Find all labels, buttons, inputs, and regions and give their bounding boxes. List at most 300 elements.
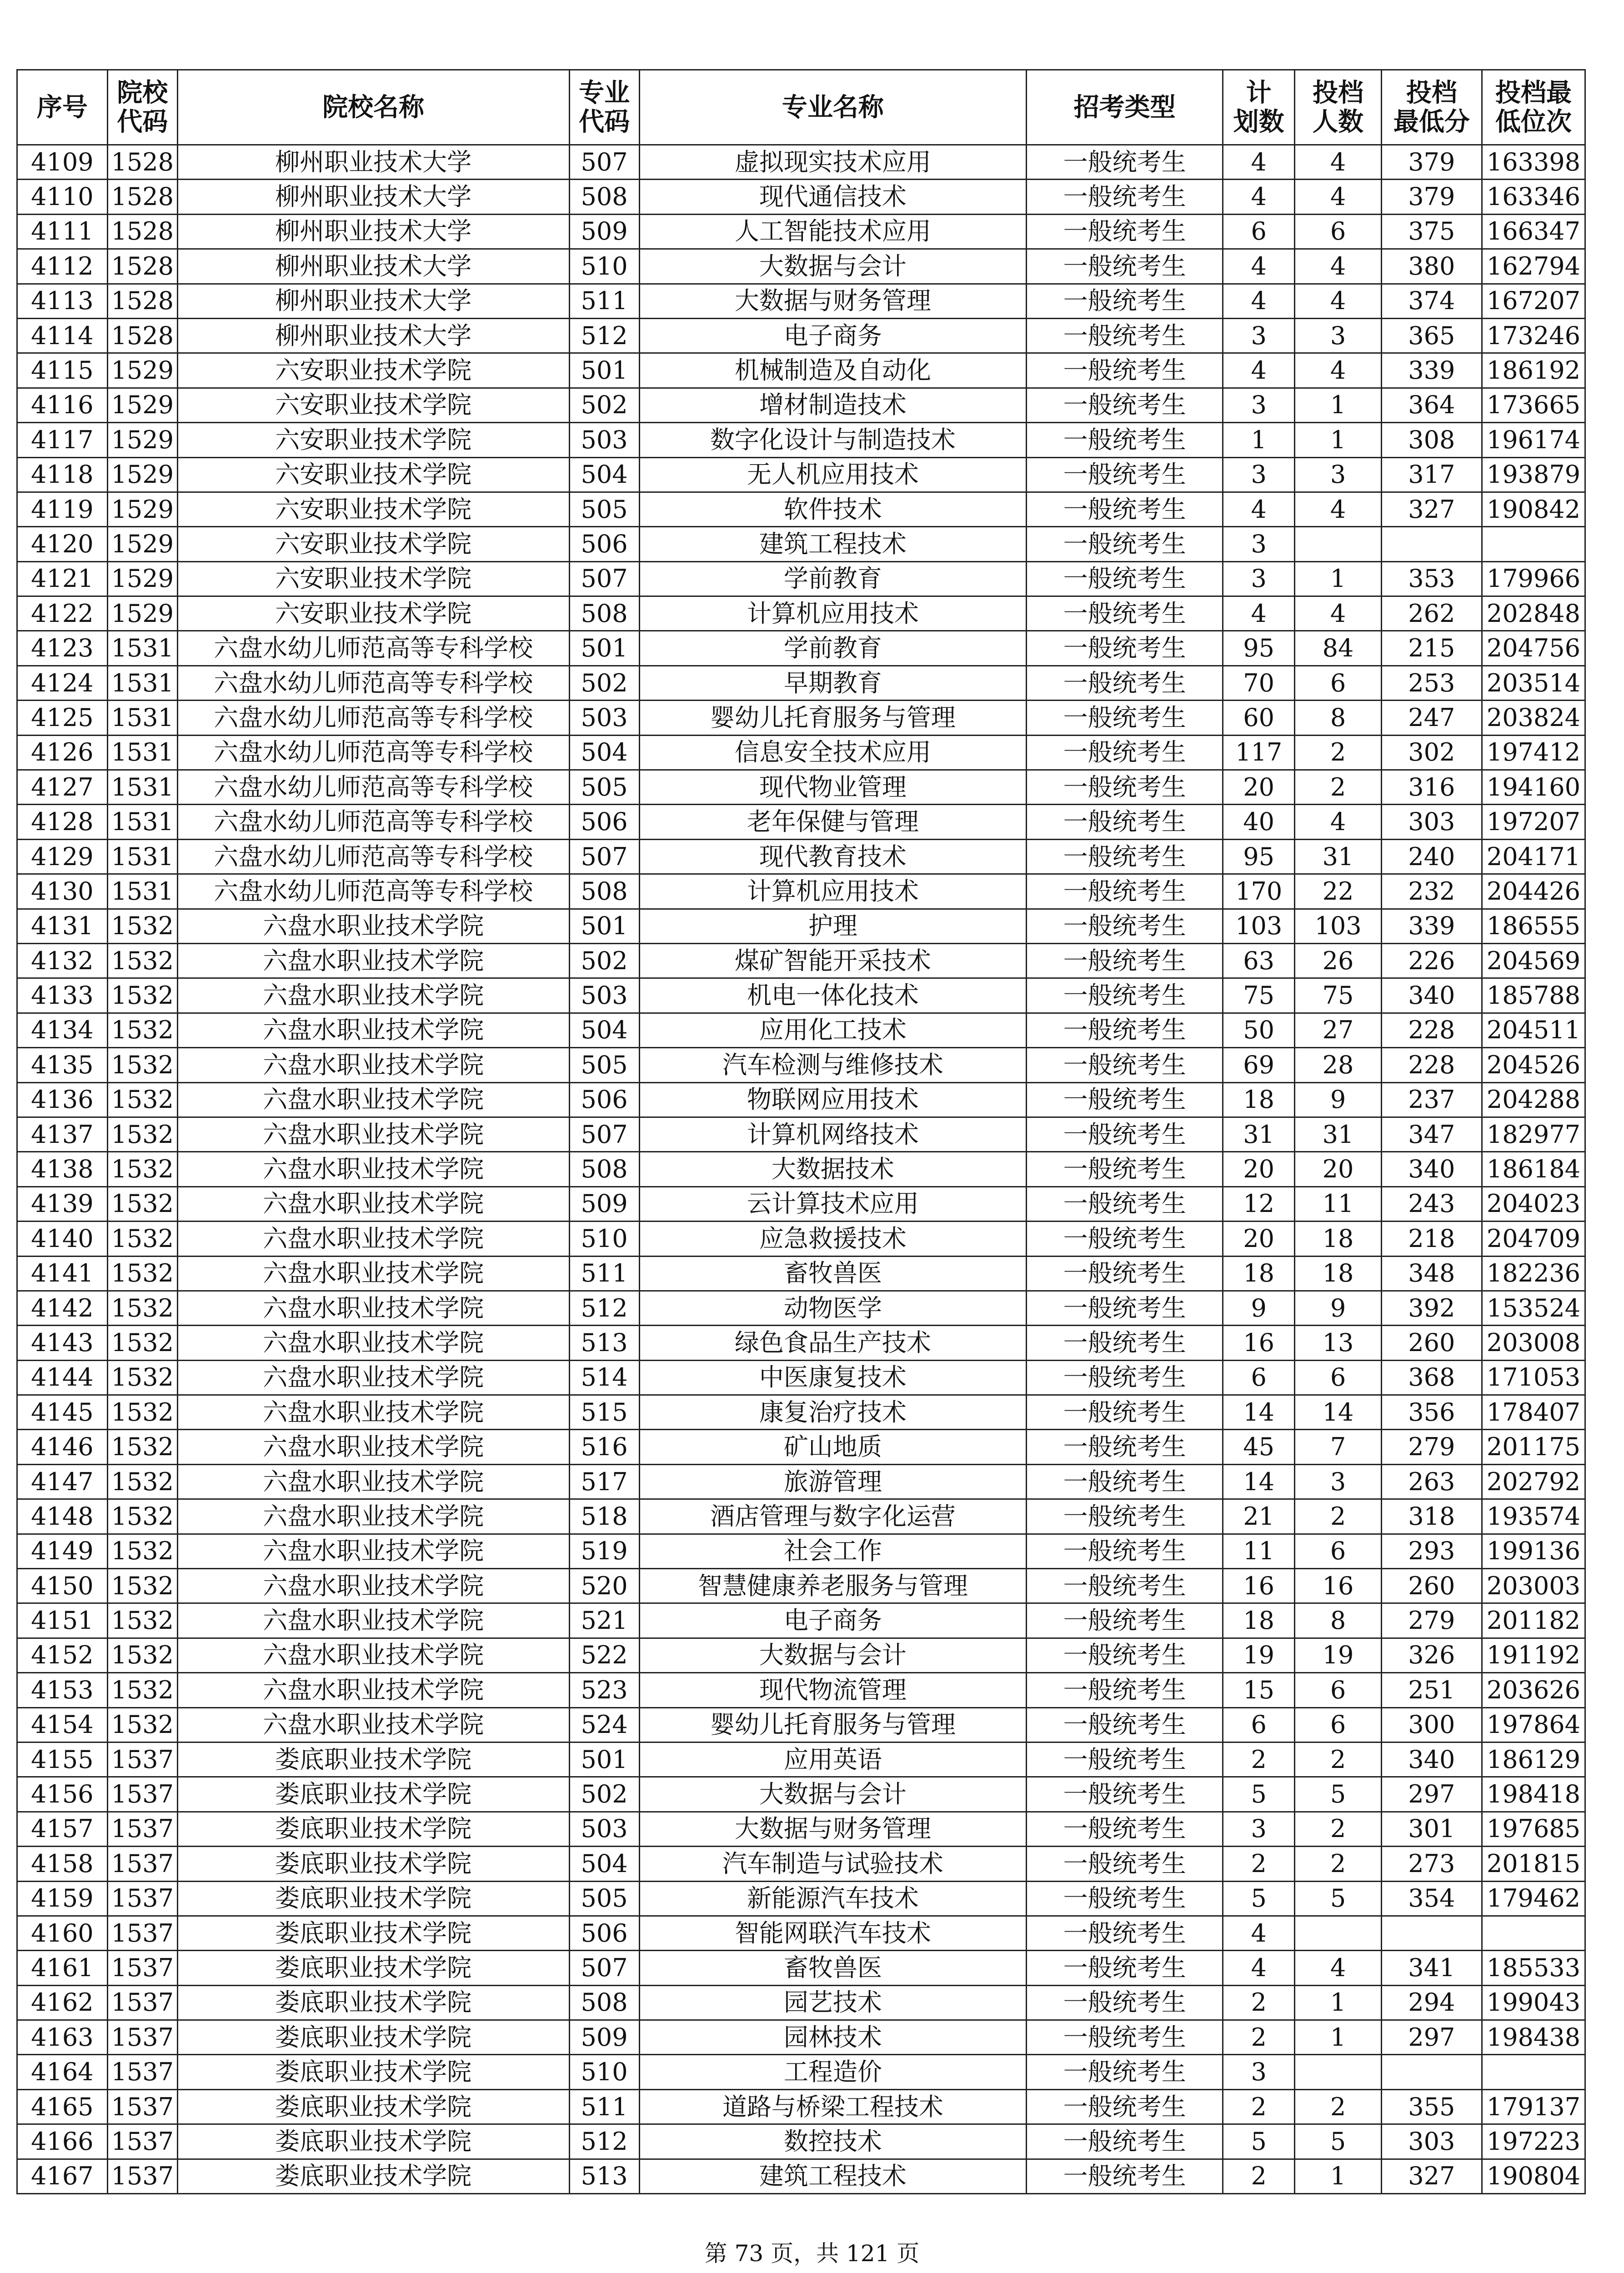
cell-major-name: 矿山地质 — [639, 1430, 1027, 1464]
cell-min-rank: 197223 — [1482, 2124, 1585, 2159]
cell-min-score: 327 — [1381, 492, 1482, 526]
cell-exam-type: 一般统考生 — [1027, 2159, 1223, 2193]
cell-min-rank: 193879 — [1482, 457, 1585, 492]
cell-school-name: 六盘水职业技术学院 — [177, 1117, 569, 1152]
cell-plan: 2 — [1223, 2159, 1295, 2193]
cell-exam-type: 一般统考生 — [1027, 1464, 1223, 1499]
cell-plan: 11 — [1223, 1534, 1295, 1568]
cell-school-name: 六盘水职业技术学院 — [177, 1291, 569, 1325]
cell-major-code: 503 — [569, 701, 639, 735]
cell-major-code: 515 — [569, 1395, 639, 1430]
cell-major-code: 501 — [569, 909, 639, 943]
cell-min-score: 301 — [1381, 1812, 1482, 1846]
cell-min-rank: 204756 — [1482, 631, 1585, 666]
cell-school-name: 六安职业技术学院 — [177, 457, 569, 492]
cell-admitted: 6 — [1295, 214, 1382, 249]
table-row — [17, 735, 1585, 770]
table-row — [17, 1881, 1585, 1916]
cell-admitted: 5 — [1295, 1881, 1382, 1916]
cell-admitted: 4 — [1295, 1951, 1382, 1985]
cell-min-score: 297 — [1381, 2020, 1482, 2055]
cell-min-score: 218 — [1381, 1222, 1482, 1256]
header-school-code: 院校 代码 — [107, 70, 177, 145]
table-row — [17, 1603, 1585, 1638]
table-row — [17, 1464, 1585, 1499]
cell-plan: 117 — [1223, 735, 1295, 770]
cell-index: 4127 — [17, 770, 108, 805]
cell-admitted: 1 — [1295, 388, 1382, 422]
cell-admitted: 18 — [1295, 1256, 1382, 1291]
cell-major-name: 建筑工程技术 — [639, 2159, 1027, 2193]
cell-index: 4161 — [17, 1951, 108, 1985]
cell-min-score: 251 — [1381, 1673, 1482, 1707]
cell-min-score: 375 — [1381, 214, 1482, 249]
cell-major-code: 512 — [569, 1291, 639, 1325]
cell-school-name: 娄底职业技术学院 — [177, 1951, 569, 1985]
cell-major-name: 现代通信技术 — [639, 180, 1027, 214]
table-row — [17, 631, 1585, 666]
cell-min-score: 354 — [1381, 1881, 1482, 1916]
cell-major-code: 509 — [569, 1187, 639, 1221]
cell-index: 4118 — [17, 457, 108, 492]
cell-major-name: 学前教育 — [639, 561, 1027, 596]
cell-school-name: 娄底职业技术学院 — [177, 1812, 569, 1846]
cell-min-score: 293 — [1381, 1534, 1482, 1568]
cell-major-name: 无人机应用技术 — [639, 457, 1027, 492]
cell-school-code: 1528 — [107, 249, 177, 284]
cell-admitted: 5 — [1295, 1777, 1382, 1812]
cell-admitted: 4 — [1295, 492, 1382, 526]
cell-major-code: 512 — [569, 2124, 639, 2159]
cell-exam-type: 一般统考生 — [1027, 388, 1223, 422]
cell-admitted — [1295, 2055, 1382, 2089]
cell-min-rank: 162794 — [1482, 249, 1585, 284]
cell-admitted: 4 — [1295, 284, 1382, 318]
cell-index: 4135 — [17, 1048, 108, 1082]
cell-school-name: 娄底职业技术学院 — [177, 1777, 569, 1812]
cell-min-score: 243 — [1381, 1187, 1482, 1221]
cell-major-code: 506 — [569, 1916, 639, 1950]
cell-school-name: 柳州职业技术大学 — [177, 249, 569, 284]
cell-admitted: 22 — [1295, 874, 1382, 909]
cell-school-code: 1528 — [107, 318, 177, 353]
cell-exam-type: 一般统考生 — [1027, 1326, 1223, 1360]
cell-exam-type: 一般统考生 — [1027, 1985, 1223, 2020]
cell-min-rank: 191192 — [1482, 1638, 1585, 1672]
cell-major-name: 机电一体化技术 — [639, 978, 1027, 1013]
cell-exam-type: 一般统考生 — [1027, 805, 1223, 839]
cell-major-name: 绿色食品生产技术 — [639, 1326, 1027, 1360]
cell-min-rank: 201175 — [1482, 1430, 1585, 1464]
cell-school-name: 六安职业技术学院 — [177, 492, 569, 526]
cell-school-code: 1529 — [107, 388, 177, 422]
cell-min-rank: 201182 — [1482, 1603, 1585, 1638]
cell-min-rank: 204511 — [1482, 1013, 1585, 1047]
cell-admitted: 4 — [1295, 145, 1382, 180]
cell-min-rank: 202848 — [1482, 596, 1585, 631]
cell-plan: 4 — [1223, 1951, 1295, 1985]
table-row — [17, 492, 1585, 526]
cell-index: 4159 — [17, 1881, 108, 1916]
table-row — [17, 1951, 1585, 1985]
cell-admitted: 6 — [1295, 1707, 1382, 1742]
cell-school-name: 六盘水职业技术学院 — [177, 1152, 569, 1187]
cell-min-rank: 197685 — [1482, 1812, 1585, 1846]
cell-school-code: 1537 — [107, 1881, 177, 1916]
cell-min-rank: 173246 — [1482, 318, 1585, 353]
cell-index: 4141 — [17, 1256, 108, 1291]
cell-min-score: 340 — [1381, 1742, 1482, 1777]
cell-index: 4131 — [17, 909, 108, 943]
cell-index: 4110 — [17, 180, 108, 214]
cell-index: 4163 — [17, 2020, 108, 2055]
cell-min-score — [1381, 1916, 1482, 1950]
cell-min-score: 365 — [1381, 318, 1482, 353]
cell-school-name: 柳州职业技术大学 — [177, 318, 569, 353]
cell-exam-type: 一般统考生 — [1027, 318, 1223, 353]
table-row — [17, 1395, 1585, 1430]
cell-min-rank: 199043 — [1482, 1985, 1585, 2020]
cell-index: 4123 — [17, 631, 108, 666]
table-row — [17, 1222, 1585, 1256]
cell-admitted: 4 — [1295, 249, 1382, 284]
cell-index: 4130 — [17, 874, 108, 909]
cell-index: 4138 — [17, 1152, 108, 1187]
table-row — [17, 805, 1585, 839]
cell-plan: 2 — [1223, 1847, 1295, 1881]
cell-min-rank: 198418 — [1482, 1777, 1585, 1812]
cell-plan: 20 — [1223, 770, 1295, 805]
cell-index: 4166 — [17, 2124, 108, 2159]
cell-school-code: 1531 — [107, 735, 177, 770]
cell-major-name: 大数据与会计 — [639, 1638, 1027, 1672]
cell-index: 4167 — [17, 2159, 108, 2193]
cell-major-name: 园艺技术 — [639, 1985, 1027, 2020]
cell-exam-type: 一般统考生 — [1027, 631, 1223, 666]
cell-school-code: 1532 — [107, 1291, 177, 1325]
cell-exam-type: 一般统考生 — [1027, 2020, 1223, 2055]
cell-school-name: 六盘水职业技术学院 — [177, 943, 569, 978]
cell-admitted: 8 — [1295, 701, 1382, 735]
cell-school-code: 1537 — [107, 2089, 177, 2124]
cell-school-code: 1537 — [107, 2055, 177, 2089]
cell-major-code: 513 — [569, 1326, 639, 1360]
cell-plan: 4 — [1223, 353, 1295, 388]
cell-exam-type: 一般统考生 — [1027, 666, 1223, 700]
cell-min-rank: 173665 — [1482, 388, 1585, 422]
cell-major-code: 507 — [569, 839, 639, 874]
cell-min-rank: 185788 — [1482, 978, 1585, 1013]
cell-major-code: 508 — [569, 180, 639, 214]
cell-plan: 14 — [1223, 1395, 1295, 1430]
cell-index: 4164 — [17, 2055, 108, 2089]
cell-major-name: 道路与桥梁工程技术 — [639, 2089, 1027, 2124]
cell-exam-type: 一般统考生 — [1027, 1117, 1223, 1152]
table-row — [17, 1569, 1585, 1603]
table-row — [17, 1082, 1585, 1117]
cell-index: 4134 — [17, 1013, 108, 1047]
cell-admitted: 6 — [1295, 666, 1382, 700]
cell-major-name: 园林技术 — [639, 2020, 1027, 2055]
cell-plan: 16 — [1223, 1326, 1295, 1360]
cell-min-rank — [1482, 1916, 1585, 1950]
cell-major-name: 增材制造技术 — [639, 388, 1027, 422]
table-row — [17, 1430, 1585, 1464]
cell-major-name: 酒店管理与数字化运营 — [639, 1499, 1027, 1534]
cell-min-rank: 194160 — [1482, 770, 1585, 805]
cell-min-score: 327 — [1381, 2159, 1482, 2193]
cell-school-code: 1531 — [107, 770, 177, 805]
cell-index: 4137 — [17, 1117, 108, 1152]
cell-plan: 95 — [1223, 839, 1295, 874]
cell-school-name: 六安职业技术学院 — [177, 561, 569, 596]
cell-exam-type: 一般统考生 — [1027, 492, 1223, 526]
cell-major-code: 522 — [569, 1638, 639, 1672]
cell-school-code: 1528 — [107, 284, 177, 318]
cell-index: 4150 — [17, 1569, 108, 1603]
table-row — [17, 2159, 1585, 2193]
cell-school-code: 1532 — [107, 1673, 177, 1707]
cell-exam-type: 一般统考生 — [1027, 1881, 1223, 1916]
cell-major-code: 511 — [569, 2089, 639, 2124]
cell-school-name: 六盘水职业技术学院 — [177, 1707, 569, 1742]
table-row — [17, 145, 1585, 180]
cell-major-code: 508 — [569, 874, 639, 909]
cell-admitted: 14 — [1295, 1395, 1382, 1430]
table-row — [17, 1152, 1585, 1187]
cell-exam-type: 一般统考生 — [1027, 1603, 1223, 1638]
cell-plan: 31 — [1223, 1117, 1295, 1152]
header-exam-type: 招考类型 — [1027, 70, 1223, 145]
table-row — [17, 353, 1585, 388]
cell-school-code: 1532 — [107, 1256, 177, 1291]
cell-exam-type: 一般统考生 — [1027, 284, 1223, 318]
cell-plan: 16 — [1223, 1569, 1295, 1603]
cell-major-name: 现代物流管理 — [639, 1673, 1027, 1707]
cell-min-score: 302 — [1381, 735, 1482, 770]
cell-major-name: 应急救援技术 — [639, 1222, 1027, 1256]
cell-admitted: 1 — [1295, 561, 1382, 596]
cell-min-rank: 203514 — [1482, 666, 1585, 700]
cell-min-rank: 203824 — [1482, 701, 1585, 735]
cell-index: 4156 — [17, 1777, 108, 1812]
cell-major-name: 老年保健与管理 — [639, 805, 1027, 839]
cell-school-code: 1537 — [107, 1951, 177, 1985]
cell-exam-type: 一般统考生 — [1027, 735, 1223, 770]
cell-plan: 12 — [1223, 1187, 1295, 1221]
cell-index: 4109 — [17, 145, 108, 180]
cell-plan: 3 — [1223, 561, 1295, 596]
cell-min-score: 300 — [1381, 1707, 1482, 1742]
cell-min-score: 379 — [1381, 145, 1482, 180]
cell-min-rank: 186129 — [1482, 1742, 1585, 1777]
cell-plan: 45 — [1223, 1430, 1295, 1464]
cell-major-name: 应用化工技术 — [639, 1013, 1027, 1047]
cell-school-code: 1532 — [107, 1707, 177, 1742]
header-index: 序号 — [17, 70, 108, 145]
cell-major-code: 505 — [569, 1881, 639, 1916]
cell-admitted: 4 — [1295, 353, 1382, 388]
cell-school-name: 六盘水职业技术学院 — [177, 1638, 569, 1672]
cell-min-score: 380 — [1381, 249, 1482, 284]
cell-major-code: 503 — [569, 1812, 639, 1846]
table-row — [17, 423, 1585, 457]
cell-major-code: 505 — [569, 1048, 639, 1082]
cell-min-rank: 204171 — [1482, 839, 1585, 874]
cell-major-code: 507 — [569, 561, 639, 596]
cell-major-code: 502 — [569, 1777, 639, 1812]
cell-major-code: 503 — [569, 423, 639, 457]
table-row — [17, 1985, 1585, 2020]
table-row — [17, 1013, 1585, 1047]
cell-min-rank: 193574 — [1482, 1499, 1585, 1534]
table-row — [17, 1187, 1585, 1221]
cell-major-name: 虚拟现实技术应用 — [639, 145, 1027, 180]
cell-min-score: 317 — [1381, 457, 1482, 492]
cell-index: 4154 — [17, 1707, 108, 1742]
cell-school-code: 1537 — [107, 1742, 177, 1777]
cell-min-score: 356 — [1381, 1395, 1482, 1430]
cell-plan: 170 — [1223, 874, 1295, 909]
cell-min-score: 279 — [1381, 1603, 1482, 1638]
table-row — [17, 2124, 1585, 2159]
header-major-name: 专业名称 — [639, 70, 1027, 145]
cell-major-code: 504 — [569, 1847, 639, 1881]
cell-major-name: 数字化设计与制造技术 — [639, 423, 1027, 457]
cell-major-name: 物联网应用技术 — [639, 1082, 1027, 1117]
cell-index: 4113 — [17, 284, 108, 318]
cell-min-rank: 204709 — [1482, 1222, 1585, 1256]
cell-admitted: 31 — [1295, 839, 1382, 874]
cell-min-rank: 163346 — [1482, 180, 1585, 214]
cell-exam-type: 一般统考生 — [1027, 1222, 1223, 1256]
table-row — [17, 1742, 1585, 1777]
table-row — [17, 1360, 1585, 1395]
table-row — [17, 978, 1585, 1013]
cell-exam-type: 一般统考生 — [1027, 1916, 1223, 1950]
cell-major-name: 护理 — [639, 909, 1027, 943]
cell-major-name: 计算机应用技术 — [639, 596, 1027, 631]
cell-major-code: 509 — [569, 2020, 639, 2055]
cell-major-name: 婴幼儿托育服务与管理 — [639, 1707, 1027, 1742]
cell-school-name: 六安职业技术学院 — [177, 596, 569, 631]
cell-plan: 4 — [1223, 145, 1295, 180]
cell-min-score: 262 — [1381, 596, 1482, 631]
cell-index: 4165 — [17, 2089, 108, 2124]
table-row — [17, 284, 1585, 318]
cell-school-name: 六盘水职业技术学院 — [177, 1360, 569, 1395]
cell-min-score: 263 — [1381, 1464, 1482, 1499]
cell-min-score: 392 — [1381, 1291, 1482, 1325]
cell-min-rank: 171053 — [1482, 1360, 1585, 1395]
cell-major-code: 506 — [569, 527, 639, 561]
cell-school-code: 1529 — [107, 527, 177, 561]
cell-min-score: 215 — [1381, 631, 1482, 666]
cell-major-code: 520 — [569, 1569, 639, 1603]
cell-admitted: 13 — [1295, 1326, 1382, 1360]
cell-major-name: 早期教育 — [639, 666, 1027, 700]
cell-school-code: 1537 — [107, 1777, 177, 1812]
cell-exam-type: 一般统考生 — [1027, 770, 1223, 805]
cell-exam-type: 一般统考生 — [1027, 457, 1223, 492]
cell-major-code: 507 — [569, 1951, 639, 1985]
cell-min-rank: 186184 — [1482, 1152, 1585, 1187]
table-row — [17, 1534, 1585, 1568]
cell-plan: 19 — [1223, 1638, 1295, 1672]
cell-admitted: 19 — [1295, 1638, 1382, 1672]
cell-major-code: 504 — [569, 1013, 639, 1047]
cell-min-rank: 198438 — [1482, 2020, 1585, 2055]
table-row — [17, 214, 1585, 249]
cell-exam-type: 一般统考生 — [1027, 1847, 1223, 1881]
cell-exam-type: 一般统考生 — [1027, 249, 1223, 284]
table-row — [17, 561, 1585, 596]
cell-major-code: 508 — [569, 1985, 639, 2020]
cell-major-code: 509 — [569, 214, 639, 249]
table-row — [17, 701, 1585, 735]
cell-major-name: 学前教育 — [639, 631, 1027, 666]
cell-major-code: 517 — [569, 1464, 639, 1499]
table-row — [17, 770, 1585, 805]
cell-school-code: 1532 — [107, 1569, 177, 1603]
table-row — [17, 874, 1585, 909]
cell-admitted: 103 — [1295, 909, 1382, 943]
cell-exam-type: 一般统考生 — [1027, 423, 1223, 457]
cell-plan: 6 — [1223, 1707, 1295, 1742]
cell-school-code: 1532 — [107, 1430, 177, 1464]
cell-school-name: 六盘水职业技术学院 — [177, 1222, 569, 1256]
cell-major-name: 数控技术 — [639, 2124, 1027, 2159]
cell-admitted: 2 — [1295, 1499, 1382, 1534]
cell-major-code: 502 — [569, 666, 639, 700]
table-row — [17, 1291, 1585, 1325]
header-major-code: 专业 代码 — [569, 70, 639, 145]
cell-major-name: 婴幼儿托育服务与管理 — [639, 701, 1027, 735]
cell-exam-type: 一般统考生 — [1027, 1013, 1223, 1047]
cell-min-rank: 178407 — [1482, 1395, 1585, 1430]
cell-major-code: 510 — [569, 249, 639, 284]
cell-plan: 40 — [1223, 805, 1295, 839]
cell-exam-type: 一般统考生 — [1027, 214, 1223, 249]
cell-major-name: 工程造价 — [639, 2055, 1027, 2089]
cell-exam-type: 一般统考生 — [1027, 1638, 1223, 1672]
cell-index: 4115 — [17, 353, 108, 388]
cell-min-rank: 199136 — [1482, 1534, 1585, 1568]
cell-min-score: 318 — [1381, 1499, 1482, 1534]
cell-major-code: 510 — [569, 2055, 639, 2089]
cell-school-code: 1537 — [107, 1812, 177, 1846]
cell-school-name: 六安职业技术学院 — [177, 388, 569, 422]
cell-plan: 4 — [1223, 492, 1295, 526]
cell-index: 4114 — [17, 318, 108, 353]
cell-school-name: 娄底职业技术学院 — [177, 2020, 569, 2055]
cell-min-rank: 186555 — [1482, 909, 1585, 943]
cell-plan: 5 — [1223, 1777, 1295, 1812]
cell-major-code: 516 — [569, 1430, 639, 1464]
cell-index: 4158 — [17, 1847, 108, 1881]
cell-admitted: 3 — [1295, 318, 1382, 353]
cell-school-code: 1532 — [107, 1499, 177, 1534]
cell-min-rank: 179462 — [1482, 1881, 1585, 1916]
cell-min-score: 353 — [1381, 561, 1482, 596]
cell-plan: 18 — [1223, 1256, 1295, 1291]
cell-plan: 3 — [1223, 2055, 1295, 2089]
cell-admitted: 11 — [1295, 1187, 1382, 1221]
cell-min-score: 260 — [1381, 1569, 1482, 1603]
cell-major-name: 中医康复技术 — [639, 1360, 1027, 1395]
cell-admitted — [1295, 1916, 1382, 1950]
cell-min-score — [1381, 2055, 1482, 2089]
